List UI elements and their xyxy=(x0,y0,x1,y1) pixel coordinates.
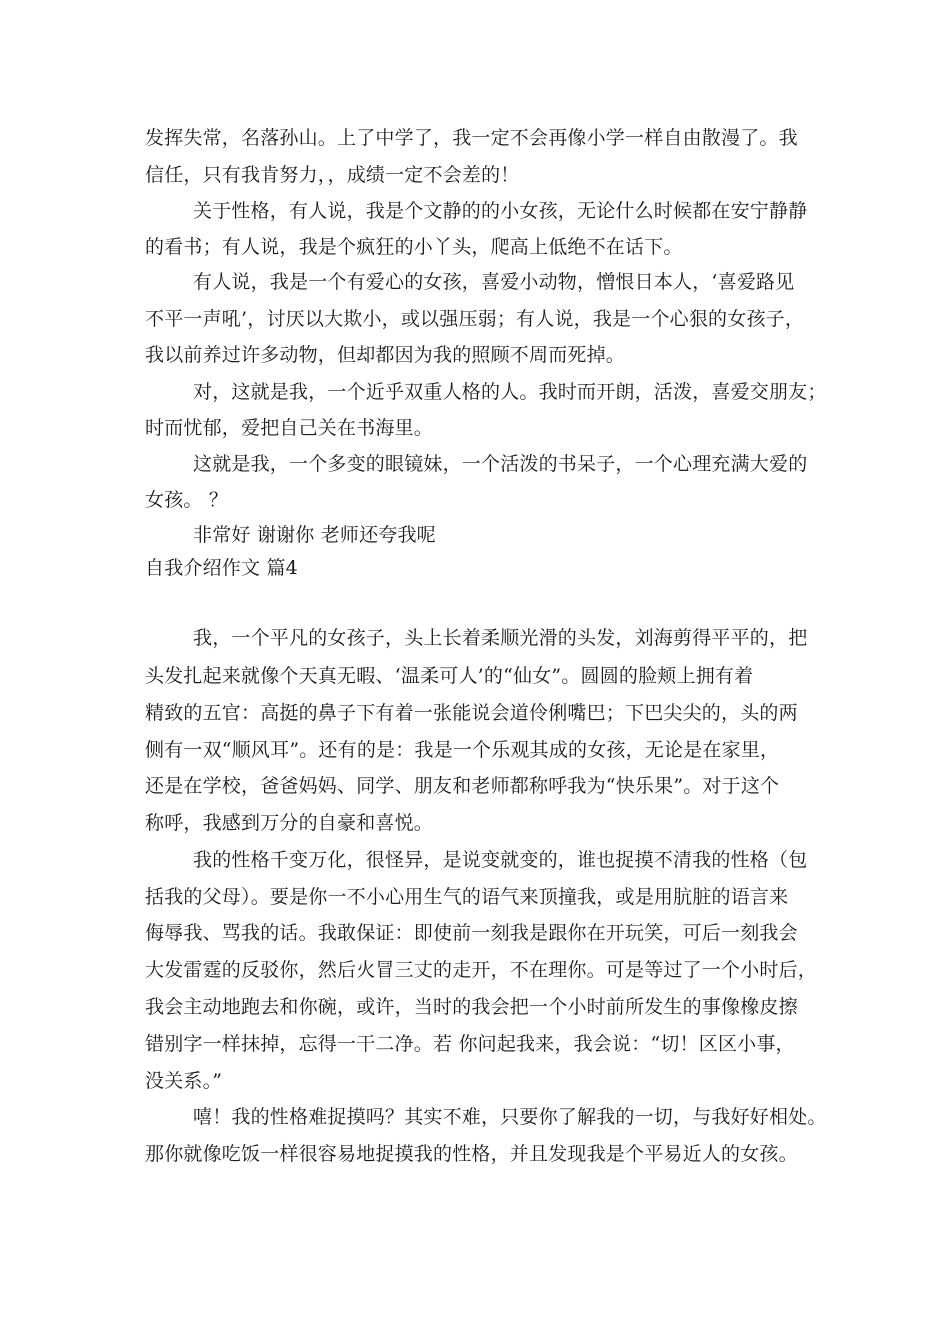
text-line: 女孩。 ？ xyxy=(145,489,229,511)
text-line: 头发扎起来就像个天真无暇、‘温柔可人’的“仙女”。圆圆的脸颊上拥有着 xyxy=(145,665,754,687)
text-line: 没关系。” xyxy=(145,1070,223,1092)
text-line: 发挥失常，名落孙山。上了中学了，我一定不会再像小学一样自由散漫了。我 xyxy=(145,127,798,149)
text-line: 称呼，我感到万分的自豪和喜悦。 xyxy=(145,812,434,834)
text-line: 我，一个平凡的女孩子，头上长着柔顺光滑的头发，刘海剪得平平的，把 xyxy=(193,627,808,649)
text-line: 对，这就是我，一个近乎双重人格的人。我时而开朗，活泼，喜爱交朋友； xyxy=(193,381,827,403)
text-line: 那你就像吃饭一样很容易地捉摸我的性格，并且发现我是个平易近人的女孩。 xyxy=(145,1143,798,1165)
text-line: 的看书；有人说，我是个疯狂的小丫头，爬高上低绝不在话下。 xyxy=(145,236,683,258)
text-line: 侮辱我、骂我的话。我敢保证：即使前一刻我是跟你在开玩笑，可后一刻我会 xyxy=(145,922,798,944)
text-line: 大发雷霆的反驳你，然后火冒三丈的走开，不在理你。可是等过了一个小时后， xyxy=(145,959,818,981)
text-line: 侧有一双“顺风耳”。还有的是：我是一个乐观其成的女孩，无论是在家里， xyxy=(145,739,780,761)
text-line: 有人说，我是一个有爱心的女孩，喜爱小动物，憎恨日本人，‘喜爱路见 xyxy=(193,271,795,293)
text-line: 非常好 谢谢你 老师还夸我呢 xyxy=(193,524,436,546)
section-heading: 自我介绍作文 篇4 xyxy=(145,557,298,579)
text-line: 我会主动地跑去和你碗，或许，当时的我会把一个小时前所发生的事像橡皮擦 xyxy=(145,996,798,1018)
text-line: 时而忧郁，爱把自己关在书海里。 xyxy=(145,417,434,439)
text-line: 我以前养过许多动物，但却都因为我的照顾不周而死掉。 xyxy=(145,344,626,366)
text-line: 信任，只有我肯努力，，成绩一定不会差的！ xyxy=(145,164,520,186)
text-line: 我的性格千变万化，很怪异，是说变就变的，谁也捉摸不清我的性格（包 xyxy=(193,849,808,871)
text-line: 还是在学校，爸爸妈妈、同学、朋友和老师都称呼我为“快乐果”。对于这个 xyxy=(145,775,780,797)
text-line: 括我的父母）。要是你一不小心用生气的语气来顶撞我，或是用肮脏的语言来 xyxy=(145,886,789,908)
text-line: 不平一声吼’，讨厌以大欺小，或以强压弱；有人说，我是一个心狠的女孩子， xyxy=(145,308,805,330)
text-line: 错别字一样抹掉，忘得一干二净。若 你问起我来，我会说：“切！区区小事， xyxy=(145,1033,795,1055)
text-line: 精致的五官：高挺的鼻子下有着一张能说会道伶俐嘴巴；下巴尖尖的，头的两 xyxy=(145,702,798,724)
text-line: 这就是我，一个多变的眼镜妹，一个活泼的书呆子，一个心理充满大爱的 xyxy=(193,453,808,475)
text-line: 嘻！我的性格难捉摸吗？其实不难，只要你了解我的一切，与我好好相处。 xyxy=(193,1106,827,1128)
text-line: 关于性格，有人说，我是个文静的的小女孩，无论什么时候都在安宁静静 xyxy=(193,200,808,222)
